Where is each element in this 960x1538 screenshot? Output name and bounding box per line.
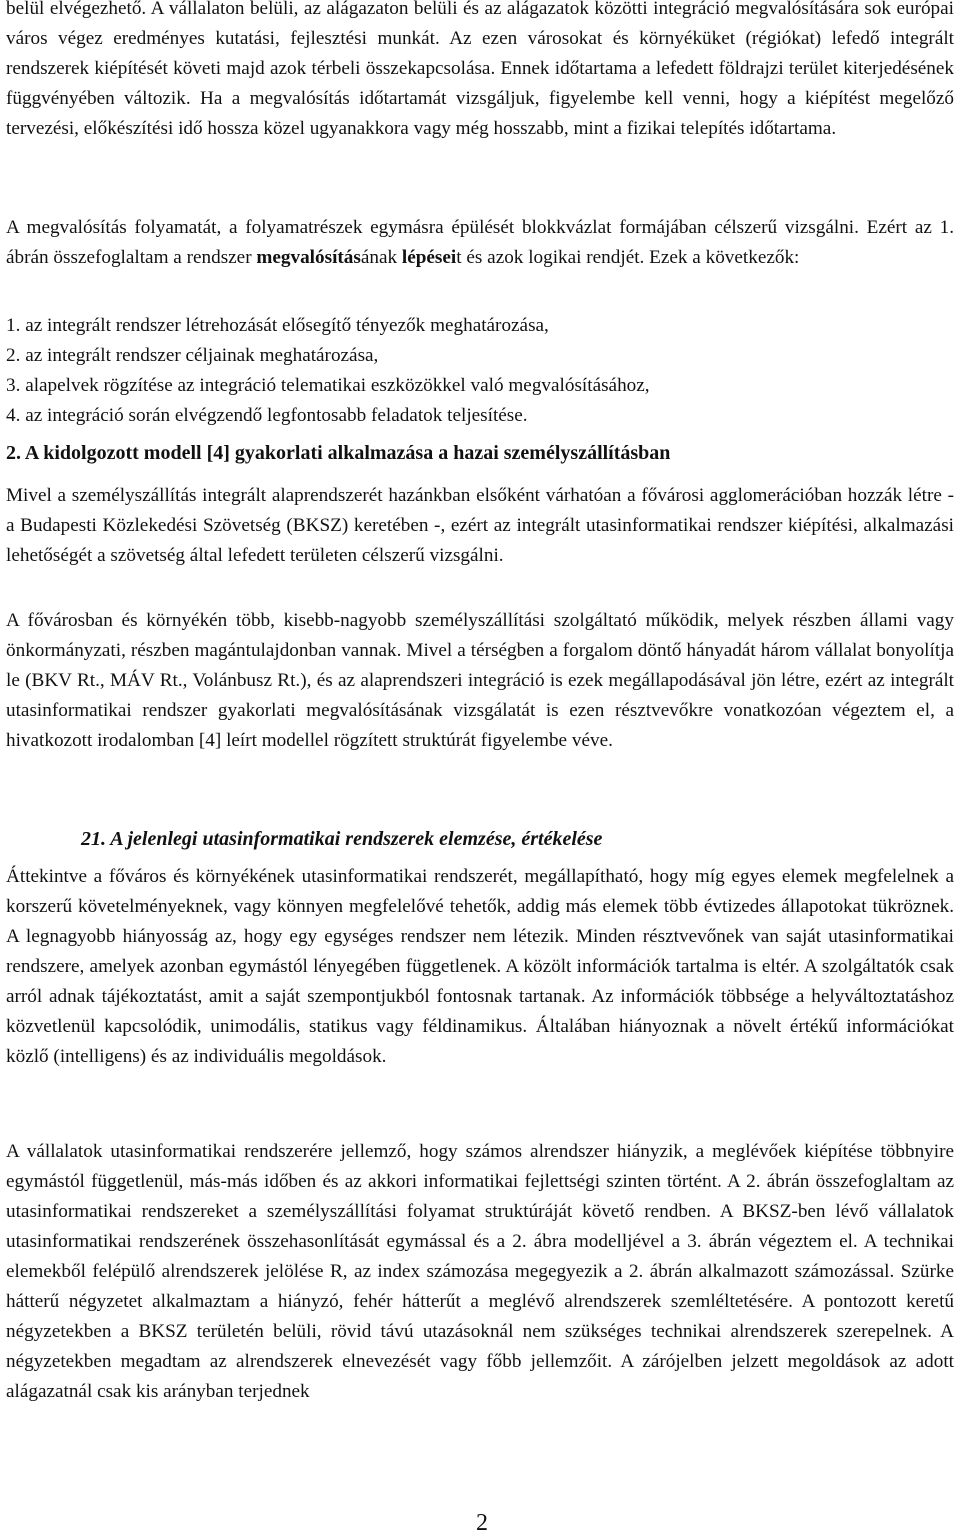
text-line: közlő (intelligens) és az individuális megoldások.: [6, 1046, 387, 1067]
text-line: keretű négyzetekben a BKSZ területén belüli, rövid távú utazásoknál nem szükséges technikai: [6, 1291, 955, 1342]
text-line: meglévőek kiépítése többnyire egymástól függetlenül, más-más időben és az akkori: [6, 1141, 954, 1192]
steps-list: [6, 311, 954, 431]
text-line: jellemzőit. A zárójelben jelzett megoldások az adott alágazatnál csak kis arányban terjednek: [6, 1351, 955, 1402]
text-line: hogy a kiépítést megelőző tervezési, előkészítési idő hossza közel ugyanakkora vagy még: [6, 88, 955, 139]
paragraph-implementation-process: [6, 213, 954, 273]
page-number: 2: [476, 1510, 488, 1536]
text-line: melyek részben állami vagy önkormányzati, részben magántulajdonban vannak. Mivel a: [6, 610, 954, 661]
text-line: rendszereket a személyszállítási folyamat struktúráját követő rendben. A BKSZ-ben lévő: [141, 1201, 869, 1222]
text-fragment: t és: [456, 247, 483, 268]
list-item: 1. az integrált rendszer létrehozását elősegítő tényezők meghatározása,: [6, 315, 549, 336]
text-line: térségben a forgalom döntő hányadát három vállalat bonyolítja le (BKV Rt., MÁV Rt.,: [6, 640, 954, 691]
paragraph-bksz: [6, 481, 954, 571]
text-line: unimodális, statikus vagy féldinamikus. Általában hiányoznak a növelt értékű információkat: [210, 1016, 955, 1037]
emphasis-text: lépései: [401, 247, 457, 268]
text-line: alrendszerek szerepelnek. A négyzetekben megadtam az alrendszerek elnevezését vagy főbb: [6, 1321, 954, 1372]
text-line: számozása megegyezik a 2. ábrán alkalmazott számozással. Szürke hátterű négyzetet: [6, 1261, 954, 1312]
text-line: addig más elemek több évtizedes állapotokat tükröznek. A legnagyobb hiányosság az, hogy: [6, 896, 954, 947]
text-fragment: ának: [360, 247, 402, 268]
text-line: Volánbusz Rt.), és az alaprendszeri integráció is ezek megállapodásával jön létre, ezért az: [192, 670, 885, 691]
text-line: belül elvégezhető. A vállalaton belüli, az alágazaton belüli és az alágazatok közötti integráció: [6, 0, 730, 19]
text-line: A vállalatok utasinformatikai rendszerére jellemző, hogy számos alrendszer hiányzik, a: [6, 1141, 705, 1162]
text-line: függvényében változik. Ha a megvalósítás időtartamát vizsgáljuk, figyelembe kell venni,: [6, 88, 731, 109]
text-line: a 3. ábrán végeztem el. A technikai elemekből felépülő alrendszerek jelölése R, az index: [6, 1231, 955, 1282]
list-item: 2. az integrált rendszer céljainak meghatározása,: [6, 345, 379, 366]
paragraph-service-providers: [6, 606, 954, 756]
text-line: alkalmaztam a hiányzó, fehér hátterűt a meglévő alrendszerek szemléltetésére. A pontozott: [152, 1291, 897, 1312]
text-line: struktúrát figyelembe véve.: [402, 730, 613, 751]
list-item: 4. az integráció során elvégzendő legfontosabb feladatok teljesítése.: [6, 405, 528, 426]
text-line: városokat és környéküket (régiókat) lefedő integrált rendszerek kiépítését követi majd azok: [6, 28, 954, 79]
text-line: résztvevőkre vonatkozóan végeztem el, a hivatkozott irodalomban [4] leírt modellel rögzített: [6, 700, 954, 751]
text-line: az integrált utasinformatikai rendszer kiépítési, alkalmazási lehetőségét a szövetség által: [6, 515, 954, 566]
text-line: tartalma is eltér. A szolgáltatók csak arról adnak tájékoztatást, amit a saját szempontjukból: [6, 956, 954, 1007]
text-line: megvalósítására sok európai város végez eredményes kutatási, fejlesztési munkát. Az ezen: [6, 0, 955, 49]
text-line: agglomerációban hozzák létre - a Budapesti Közlekedési Szövetség (BKSZ) keretében -, ezért: [6, 485, 954, 536]
text-line: informatikai fejlettségi szinten történt. A 2. ábrán összefoglaltam az utasinformatikai: [6, 1171, 955, 1222]
text-line: Áttekintve a főváros és környékének utasinformatikai rendszerét, megállapítható, hogy míg: [6, 866, 725, 887]
text-line: egyes elemek megfelelnek a korszerű követelményeknek, vagy könnyen megfelelővé tehetők,: [6, 866, 954, 917]
paragraph-current-systems: [6, 862, 954, 1072]
text-line: lefedett területen célszerű vizsgálni.: [227, 545, 504, 566]
text-line: egy egységes rendszer nem létezik. Minden résztvevőnek van saját utasinformatikai: [289, 926, 954, 947]
text-fragment: célszerű vizsgálni. Ezért az 1. ábrán összefoglaltam a rendszer: [6, 217, 954, 268]
list-item: 3. alapelvek rögzítése az integráció telematikai eszközökkel való megvalósításához,: [6, 375, 650, 396]
text-line: fontosnak tartanak. Az információk többsége a helyváltoztatáshoz közvetlenül kapcsolódik,: [6, 986, 955, 1037]
emphasis-text: megvalósítás: [256, 247, 361, 268]
text-line: integrált utasinformatikai rendszer gyakorlati megvalósításának vizsgálatát is ezen: [6, 670, 955, 721]
text-line: térbeli összekapcsolása. Ennek időtartama a lefedett földrajzi terület kiterjedésének: [311, 58, 955, 79]
text-line: azok logikai rendjét. Ezek a következők:: [487, 247, 800, 268]
text-line: Mivel a személyszállítás integrált alaprendszerét hazánkban elsőként várhatóan a fővárosi: [6, 485, 705, 506]
paragraph-company-systems: [6, 1137, 954, 1407]
paragraph-integration-intro: [6, 0, 954, 144]
text-line: vállalatok utasinformatikai rendszerének összehasonlítását egymással és a 2. ábra modelljével: [6, 1201, 955, 1252]
subsection-heading: 21. A jelenlegi utasinformatikai rendszerek elemzése, értékelése: [81, 828, 603, 850]
text-line: A fővárosban és környékén több, kisebb-nagyobb személyszállítási szolgáltató működik,: [6, 610, 719, 631]
text-line: rendszere, amelyek azonban egymástól lényegében függetlenek. A közölt információk: [6, 956, 671, 977]
text-line: hosszabb, mint a fizikai telepítés időtartama.: [493, 118, 837, 139]
section-heading: 2. A kidolgozott modell [4] gyakorlati alkalmazása a hazai személyszállításban: [6, 442, 671, 464]
text-line: A megvalósítás folyamatát, a folyamatrészek egymásra épülését blokkvázlat formájában: [6, 217, 707, 238]
